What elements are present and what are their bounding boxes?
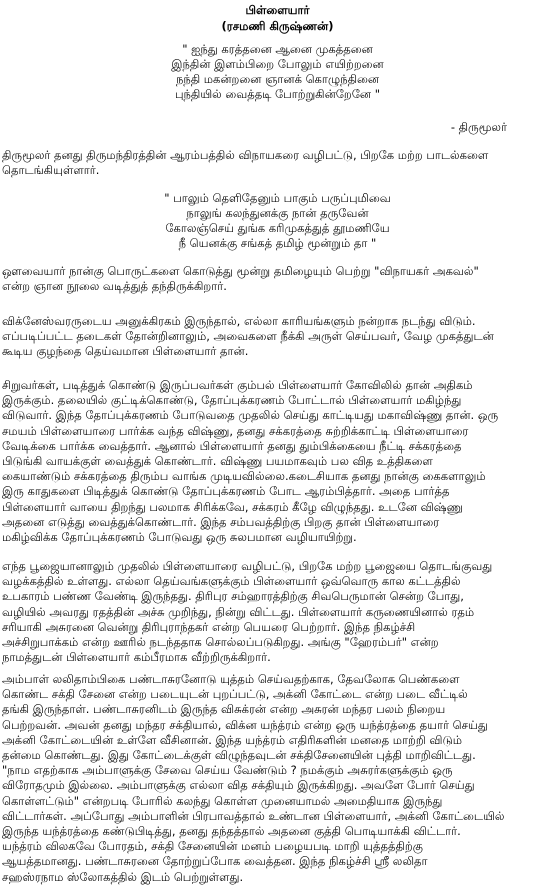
paragraph-line: அச்சிறுபாக்கம் என்ற ஊரில் நடந்ததாக சொல்லப்படுகிறது. அங்கு "ஹேரம்பர்" என்ற — [2, 635, 439, 650]
paragraph-line: சரியாகி அசுரனை வென்று திரிபுராந்தகர் என்ற பெயரை பெற்றார். இந்த நிகழ்ச்சி — [2, 619, 416, 634]
verse-line: நந்தி மகன்றனை ஞானக் கொழுந்தினை — [175, 72, 380, 86]
heading-block — [0, 2, 555, 34]
paragraph-line: கையாண்டும் சக்கரத்தை திரும்ப வாங்க முடியவில்லை.கடைசியாக தனது நான்கு கைகளாலும் — [2, 469, 486, 484]
paragraph-line: விடுவார். இந்த தோப்புக்கரணம் போடுவதை முதலில் செய்து காட்டியது மகாவிஷ்ணு தான். ஒரு — [2, 408, 499, 423]
paragraph-line: எந்த பூஜையானாலும் முதலில் பிள்ளையாரை வழிபட்டு, பிறகே மற்ற பூஜையை தொடங்குவது — [2, 559, 493, 573]
paragraph-line: உபகாரம் பண்ண வேண்டி இருந்தது. திரிபுர சம்ஹாரத்திற்கு சிவபெருமான் சென்ற போது, — [2, 589, 464, 604]
paragraph-line: ஔவையார் நான்கு பொருட்களை கொடுத்து மூன்று தமிழையும் பெற்று "விநாயகர் அகவல்" — [2, 264, 479, 278]
paragraph-3 — [2, 314, 550, 360]
paragraph-line: சிறுவர்கள், படித்துக் கொண்டு இருப்பவர்கள் கும்பல் பிள்ளையார் கோவிலில் தான் அதிகம் — [2, 378, 473, 392]
paragraph-line: தங்கி இருந்தாள். பண்டாசுரனிடம் இருந்த விசுக்ரன் என்ற அசுரன் மந்தர பலம் நிறைய — [2, 702, 446, 717]
paragraph-line: விக்னேஸ்வரருடைய அனுக்கிரகம் இருந்தால், எல்லா காரியங்களும் நன்றாக நடந்து விடும். — [2, 314, 476, 328]
paragraph-line: கொண்ட சக்தி சேனை என்ற படையுடன் புறப்பட்டு, அக்னி கோட்டை என்ற படை வீட்டில் — [2, 687, 468, 702]
paragraph-line: அக்னி கோட்டையின் உள்ளே வீசினான். இந்த யந்த்ரம் எதிரிகளின் மனதை மாற்றி விடும் — [2, 732, 463, 747]
paragraph-line: சஹஸ்ரநாம ஸ்லோகத்தில் இடம் பெற்றுள்ளது. — [2, 869, 244, 884]
paragraph-line: பிள்ளையார் வாயை திறந்து பலமாக சிரிக்கவே, சக்கரம் கீழே விழுந்தது. உடனே விஷ்ணு — [2, 499, 463, 514]
paragraph-line: விட்டார்கள். அப்போது அம்பாளின் பிரபாவத்தால் உண்டான பிள்ளையார், அக்னி கோட்டையில் — [2, 808, 505, 823]
paragraph-line: யந்த்ரம் விலகவே போரதம், சக்தி சேனையின் மனம் பழையபடி மாறி யுத்தத்திற்கு — [2, 839, 423, 854]
paragraph-line: திருமூலர் தனது திருமந்திரத்தின் ஆரம்பத்தில் விநாயகரை வழிபட்டு, பிறகே மற்ற பாடல்களை — [2, 148, 489, 162]
paragraph-line: தன்மை கொண்டது. இது கோட்டைக்குள் விழுந்தவுடன் சக்திசேனையின் புத்தி மாறிவிட்டது. — [2, 748, 476, 763]
verse-line: புந்தியில் வைத்தடி போற்றுகின்றேனே " — [174, 87, 381, 101]
verse-line: " பாலும் தெளிதேனும் பாகும் பருப்புமிவை — [164, 191, 391, 205]
paragraph-5 — [2, 559, 550, 665]
author-byline: (ரசமணி கிருஷ்ணன்) — [221, 19, 334, 33]
paragraph-line: பெற்றவன். அவன் தனது மந்தர சக்தியால், விக்ன யந்த்ரம் என்ற ஒரு யந்த்ரத்தை தயார் செய்து — [2, 717, 488, 732]
paragraph-line: சமயம் பிள்ளையாரை பார்க்க வந்த விஷ்ணு, தனது சக்கரத்தை சுற்றிக்காட்டி பிள்ளையாரை — [2, 423, 469, 438]
verse-line: நாலுங் கலந்துனக்கு நான் தருவேன் — [186, 206, 369, 220]
paragraph-line: தொடங்கியுள்ளார். — [2, 163, 100, 178]
paragraph-line: விரோதமும் இல்லை. அம்பாளுக்கு எல்லா வித சக்தியும் இருக்கிறது. அவளே போர் செய்து — [2, 778, 475, 793]
paragraph-line: கூடிய குழந்தை தெய்வமான பிள்ளையார் தான். — [2, 344, 249, 359]
paragraph-line: அதனை எடுத்து வைத்துக்கொண்டார். இந்த சம்பவத்திற்கு பிறகு தான் பிள்ளையாரை — [2, 514, 440, 529]
paragraph-line: மகிழ்விக்க தோப்புக்கரணம் போடுவது ஒரு சுலபமான வழியாயிற்று. — [2, 530, 357, 545]
paragraph-line: இருக்கும். தலையில் குட்டிக்கொண்டு, தோப்புக்கரணம் போட்டால் பிள்ளையார் மகிழ்ந்து — [2, 393, 462, 408]
paragraph-line: வழக்கத்தில் உள்ளது. எல்லா தெய்வங்களுக்கும் பிள்ளையார் ஒவ்வொரு கால கட்டத்தில் — [2, 574, 461, 589]
paragraph-line: கொள்ளட்டும்" என்றபடி போரில் கலந்து கொள்ள முனையாமல் அமைதியாக இருந்து — [2, 793, 443, 808]
paragraph-line: ஆயத்தமானது. பண்டாசுரனை தோற்றுப்போக வைத்தன. இந்த நிகழ்ச்சி ஸ்ரீ லலிதா — [2, 854, 428, 869]
paragraph-line: வேடிக்கை பார்க்க வைத்தார். ஆனால் பிள்ளையார் தனது தும்பிக்கையை நீட்டி சக்கரத்தை — [2, 438, 462, 453]
paragraph-2 — [2, 264, 550, 294]
paragraph-4 — [2, 378, 550, 545]
verse-attribution: - திருமூலர் — [450, 120, 507, 134]
verse-thirumoolar — [0, 42, 555, 102]
paragraph-line: எப்படிப்பட்ட தடைகள் தோன்றினாலும், அவைகளை நீக்கி அருள் செய்பவர், வேழ முகத்துடன் — [2, 329, 494, 344]
verse-line: கோலஞ்செய் துங்க கரிமுகத்துத் தூமணியே — [165, 221, 390, 235]
paragraph-line: "நாம எதற்காக அம்பாளுக்கு சேவை செய்ய வேண்டும் ? நமக்கும் அசுரர்களுக்கும் ஒரு — [2, 763, 453, 778]
verse-line: நீ யெனக்கு சங்கத் தமிழ் மூன்றும் தா " — [178, 236, 377, 250]
verse-avvaiyar — [0, 191, 555, 251]
paragraph-6 — [2, 672, 550, 885]
paragraph-line: இரு காதுகளை பிடித்துக் கொண்டு தோப்புக்கரணம் போட ஆரம்பித்தார். அதை பார்த்த — [2, 484, 450, 499]
paragraph-line: வழியில் அவரது ரதத்தின் அச்சு முறிந்து, நின்று விட்டது. பிள்ளையார் கருணையினால் ரதம் — [2, 604, 475, 619]
verse-line: " ஐந்து கரத்தனை ஆனை முகத்தனை — [182, 42, 373, 56]
paragraph-line: இருந்த யந்த்ரத்தை கண்டுபிடித்து, தனது தந்தத்தால் அதனை குத்தி பொடியாக்கி விட்டார். — [2, 824, 461, 839]
verse-line: இந்தின் இளம்பிறை போலும் எயிற்றனை — [171, 57, 384, 71]
paragraph-1 — [2, 148, 550, 178]
paragraph-line: அம்பாள் லலிதாம்பிகை பண்டாசுரனோடு யுத்தம் செய்வதற்காக, தேவலோக பெண்களை — [2, 672, 460, 686]
paragraph-line: என்ற ஞான நூலை வடித்துத் தந்திருக்கிறார். — [2, 279, 227, 294]
paragraph-line: நாமத்துடன் பிள்ளையார் கம்பீரமாக வீற்றிருக்கிறார். — [2, 650, 271, 665]
document-title: பிள்ளையார் — [245, 3, 310, 17]
paragraph-line: பிடுங்கி வாயக்குள் வைத்துக் கொண்டார். விஷ்ணு பயமாகவும் பல வித உத்திகளை — [2, 454, 433, 469]
